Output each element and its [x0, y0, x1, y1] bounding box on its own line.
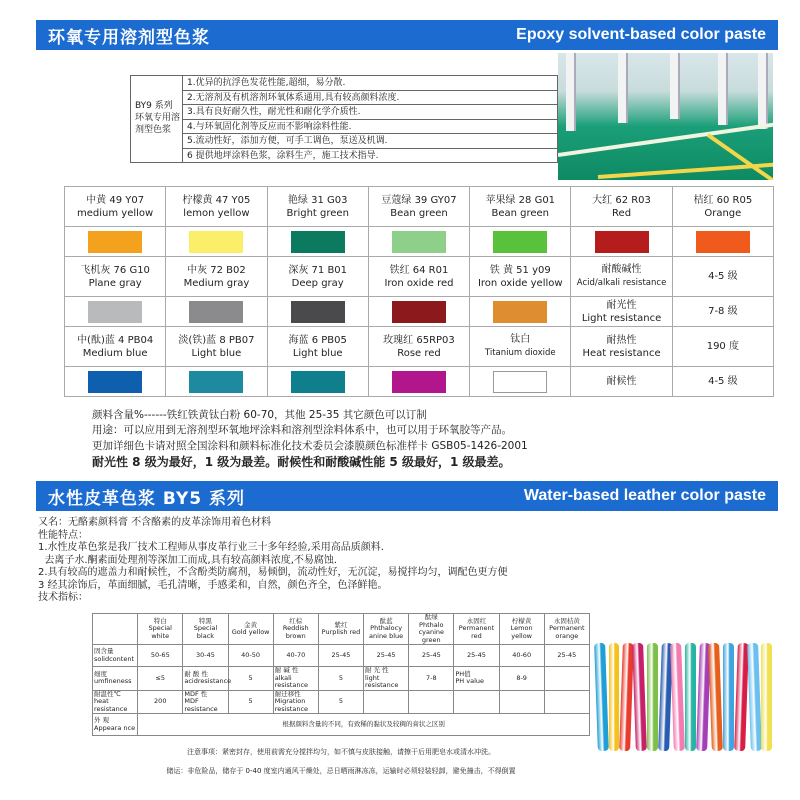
color-swatch	[88, 371, 142, 393]
feature-item: 4.与环氧固化剂等反应而不影响涂料性能.	[183, 120, 557, 135]
color-label: 淡(铁)蓝 8 PB07 Light blue	[166, 327, 267, 367]
spec-row-label: 耐 碱 性 alkali resistance	[273, 667, 318, 691]
color-swatch	[392, 301, 446, 323]
property-label: 耐酸碱性 Acid/alkali resistance	[571, 257, 672, 297]
color-rod	[609, 643, 620, 751]
spec-cell: 200	[138, 690, 183, 714]
color-rod	[647, 643, 658, 751]
spec-header: 酞蓝 Phthalocy anine blue	[364, 614, 409, 645]
color-rod	[709, 643, 723, 751]
spec-cell: 40-70	[273, 645, 318, 667]
color-label: 中灰 72 B02 Medium gray	[166, 257, 267, 297]
color-label: 飞机灰 76 G10 Plane gray	[65, 257, 166, 297]
spec-row-label: MDF 性 MDF resistance	[183, 690, 228, 714]
spec-cell: 30-45	[183, 645, 228, 667]
color-rod	[747, 643, 761, 751]
color-rod	[761, 643, 772, 751]
spec-cell: 5	[228, 690, 273, 714]
note-line: 去离子水.酮素面处理剂等深加工而成,具有较高颜料浓度,不易腐蚀.	[38, 554, 338, 566]
spec-header: 特黑 Special black	[183, 614, 228, 645]
spec-header: 永固红 Permanent red	[454, 614, 499, 645]
note-line: 更加详细色卡请对照全国涂料和颜料标准化技术委员会漆膜颜色标准样卡 GSB05-1426-2001	[92, 439, 528, 452]
color-label: 铁红 64 R01 Iron oxide red	[368, 257, 469, 297]
storage-note: 储运：非危险品，储存于 0-40 度室内通风干燥处，忌日晒雨淋冻冻，运输时必须轻装轻卸，避免撞击，不得倒置	[166, 767, 516, 775]
epoxy-notes	[92, 408, 782, 471]
color-rod	[685, 643, 696, 751]
tech-spec-table	[92, 613, 590, 736]
color-swatch	[595, 231, 649, 253]
leather-paste-rods-photo	[592, 643, 776, 751]
color-swatch	[291, 301, 345, 323]
spec-header: 金黄 Gold yellow	[228, 614, 273, 645]
note-line: 技术指标：	[38, 592, 88, 603]
color-card-table	[64, 186, 774, 397]
product-name: BY9 系列环氧专用溶剂型色浆	[131, 76, 183, 162]
feature-item: 5.流动性好，添加方便，可手工调色，泵送及机调.	[183, 134, 557, 149]
property-value: 190 度	[672, 327, 773, 367]
color-label: 钛白 Titanium dioxide	[470, 327, 571, 367]
color-rod	[734, 643, 748, 751]
color-swatch	[189, 231, 243, 253]
color-label: 玫瑰红 65RP03 Rose red	[368, 327, 469, 367]
color-label: 中黄 49 Y07 medium yellow	[65, 187, 166, 227]
section1-title-cn: 环氧专用溶剂型色浆	[48, 27, 210, 48]
spec-row-label: PH值 PH value	[454, 667, 499, 691]
note-line: 1.水性皮革色浆是我厂技术工程师从事皮革行业三十多年经验,采用高品质颜料.	[38, 542, 384, 553]
property-label: 耐候性	[571, 367, 672, 397]
spec-header: 柠檬黄 Lemon yellow	[499, 614, 544, 645]
spec-header: 红棕 Reddish brown	[273, 614, 318, 645]
leather-notes	[38, 517, 738, 605]
feature-item: 1.优异的抗浮色发花性能,超细，易分散.	[183, 76, 557, 91]
spec-cell: 40-50	[228, 645, 273, 667]
spec-row-label: 耐迁移性 Migration resistance	[273, 690, 318, 714]
appearance-text: 根据颜料含量的不同，有致稀的黏状及较稠的膏状之区别	[138, 714, 590, 736]
feature-list	[183, 76, 557, 162]
note-line: 性能特点：	[38, 529, 88, 541]
color-label: 艳绿 31 G03 Bright green	[267, 187, 368, 227]
spec-cell: 25-45	[409, 645, 454, 667]
color-swatch	[493, 371, 547, 393]
property-value: 7-8 级	[672, 297, 773, 327]
spec-header: 特白 Special white	[138, 614, 183, 645]
color-rod	[594, 643, 608, 751]
color-label: 桔红 60 R05 Orange	[672, 187, 773, 227]
spec-row-label: 细度 umfineness	[93, 667, 138, 691]
color-label: 铁 黄 51 y09 Iron oxide yellow	[470, 257, 571, 297]
section1-header	[36, 20, 778, 50]
property-value: 4-5 级	[672, 257, 773, 297]
color-swatch	[88, 301, 142, 323]
feature-item: 2.无溶剂及有机溶剂环氧体系通用,具有较高颜料浓度.	[183, 91, 557, 106]
feature-item: 6 提供地坪涂料色浆，涂料生产，施工技术指导.	[187, 150, 379, 161]
color-label: 海蓝 6 PB05 Light blue	[267, 327, 368, 367]
color-label: 深灰 71 B01 Deep gray	[267, 257, 368, 297]
spec-cell: ≤5	[138, 667, 183, 691]
color-rod	[670, 643, 684, 751]
color-swatch	[88, 231, 142, 253]
spec-cell: 25-45	[364, 645, 409, 667]
spec-row-label: 耐温性℃ heat resistance	[93, 690, 138, 714]
spec-cell: 40-60	[499, 645, 544, 667]
color-swatch	[392, 231, 446, 253]
spec-header: 永固桔黄 Permanent orange	[544, 614, 589, 645]
color-swatch	[189, 301, 243, 323]
property-value: 4-5 级	[672, 367, 773, 397]
note-line: 3 经其涂饰后，革面细腻，毛孔清晰，手感柔和，自然，颜色齐全，色泽鲜艳。	[38, 579, 388, 591]
color-rod	[723, 643, 734, 751]
color-swatch	[493, 301, 547, 323]
spec-row-label: 外 观 Appeara nce	[93, 714, 138, 736]
spec-cell: 25-45	[318, 645, 363, 667]
color-label: 苹果绿 28 G01 Bean green	[470, 187, 571, 227]
spec-cell: 25-45	[544, 645, 589, 667]
note-line: 用途：可以应用到无溶剂型环氧地坪涂料和溶剂型涂料体系中，也可以用于环氧胶等产品。	[92, 424, 512, 437]
spec-row-label: 固含量 solidcontent	[93, 645, 138, 667]
color-label: 大红 62 R03 Red	[571, 187, 672, 227]
feature-item: 3.具有良好耐久性，耐光性和耐化学介质性.	[183, 105, 557, 120]
spec-cell: 5	[318, 690, 363, 714]
spec-cell: 5	[318, 667, 363, 691]
intro-table	[130, 75, 558, 163]
note-line: 又名：无酪素颜料膏 不含酪素的皮革涂饰用着色材料	[38, 517, 272, 528]
property-label: 耐热性 Heat resistance	[571, 327, 672, 367]
spec-cell: 5	[228, 667, 273, 691]
color-swatch	[189, 371, 243, 393]
spec-header: 紫红 Purplish red	[318, 614, 363, 645]
spec-header: 酞绿 Phthalo cyanine green	[409, 614, 454, 645]
spec-cell: 25-45	[454, 645, 499, 667]
property-label: 耐光性 Light resistance	[571, 297, 672, 327]
color-swatch	[493, 231, 547, 253]
color-swatch	[291, 371, 345, 393]
note-line: 2.具有较高的遮盖力和耐候性，不含酚类防腐剂，易倾倒，流动性好，无沉淀，易搅拌均匀，调配色更方便	[38, 567, 508, 578]
note-line: 颜料含量%------铁红铁黄钛白粉 60-70，其他 25-35 其它颜色可以订制	[92, 409, 427, 421]
spec-cell: 8-9	[499, 667, 544, 691]
spec-cell: 50-65	[138, 645, 183, 667]
spec-row-label: 耐 光 性 light resistance	[364, 667, 409, 691]
spec-row-label: 耐 酸 性 acidresistance	[183, 667, 228, 691]
color-rod	[632, 643, 646, 751]
section2-title-cn: 水性皮革色浆 BY5 系列	[48, 488, 246, 509]
color-swatch	[392, 371, 446, 393]
spec-cell: 7-8	[409, 667, 454, 691]
section2-title-en: Water-based leather color paste	[523, 487, 766, 504]
color-label: 豆蔻绿 39 GY07 Bean green	[368, 187, 469, 227]
caution-note: 注意事项：紧密封存，使用前需充分搅拌均匀，如不慎与皮肤接触，请擦干后用肥皂水或清水冲洗。	[187, 748, 495, 756]
section2-header	[36, 481, 778, 511]
section1-title-en: Epoxy solvent-based color paste	[516, 26, 766, 43]
note-line: 耐光性 8 级为最好，1 级为最差。耐候性和耐酸碱性能 5 级最好，1 级最差。	[92, 454, 511, 469]
color-label: 柠檬黄 47 Y05 lemon yellow	[166, 187, 267, 227]
color-swatch	[696, 231, 750, 253]
color-label: 中(酞)蓝 4 PB04 Medium blue	[65, 327, 166, 367]
epoxy-floor-photo	[558, 53, 773, 180]
color-swatch	[291, 231, 345, 253]
